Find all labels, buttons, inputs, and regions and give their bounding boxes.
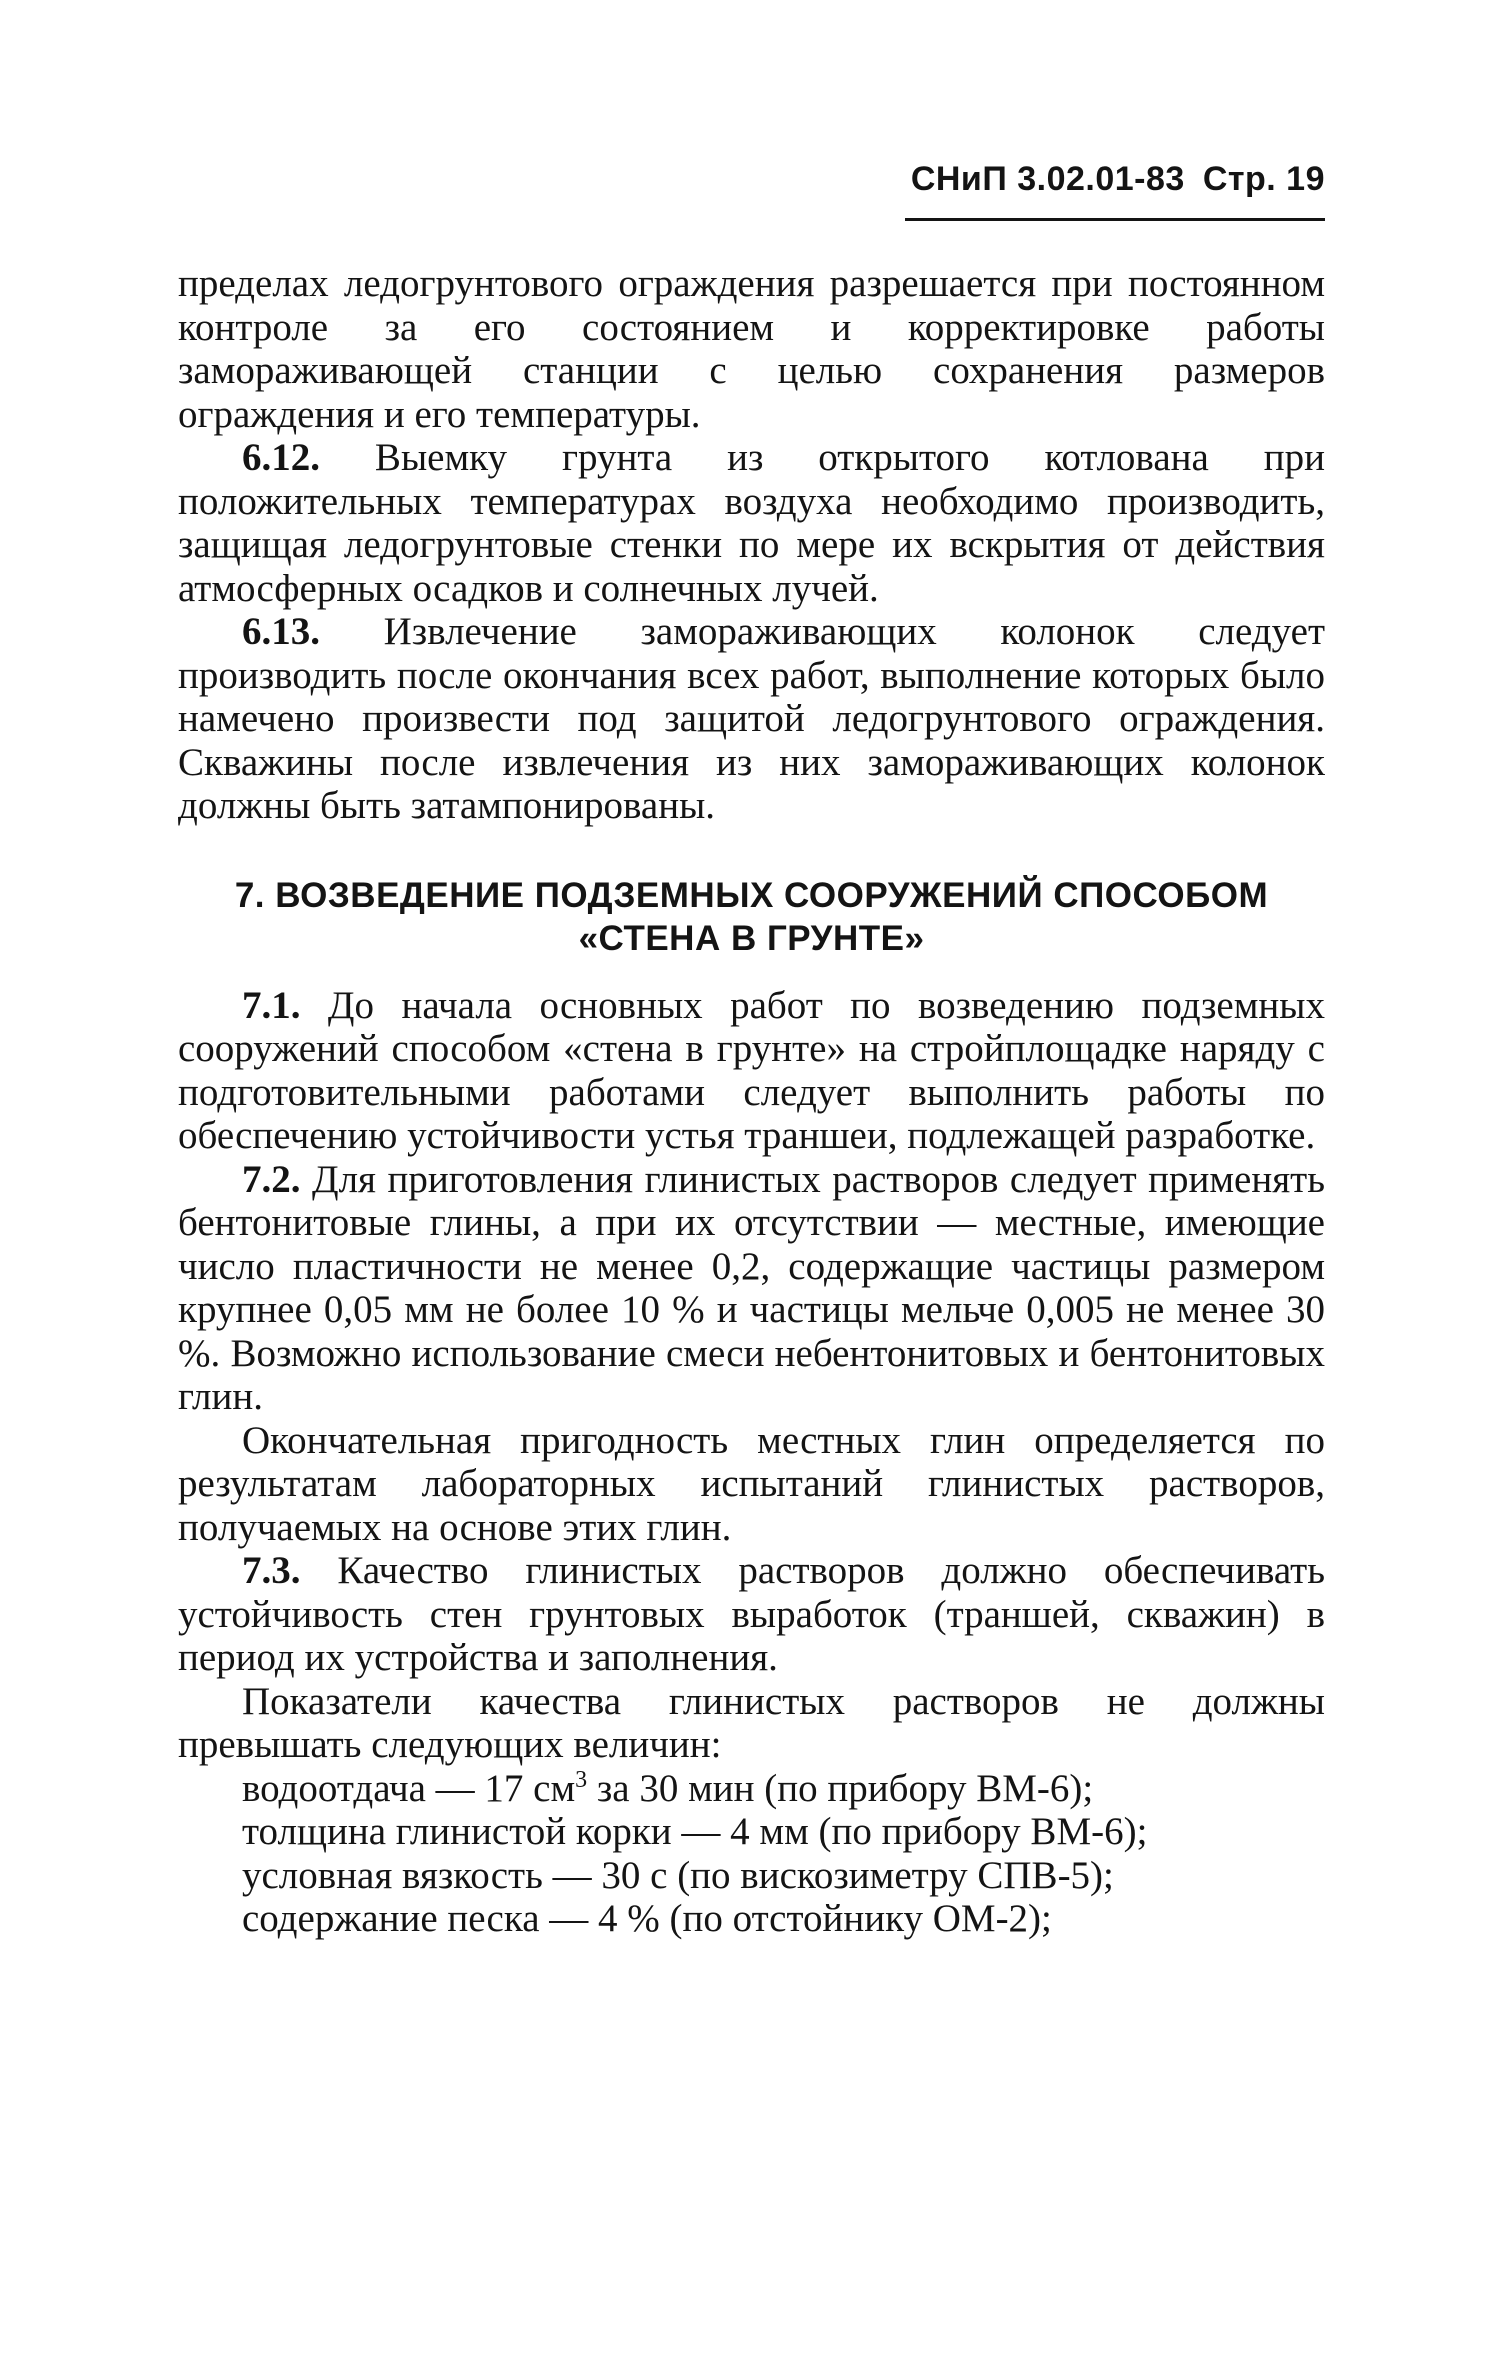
clause-text: Для приготовления глинистых растворов следует применять бентонитовые глины, а при их отсутствии — местные, имеющие число пластичности не менее 0,2, содержащие частицы размером крупнее 0,05 мм не более 10 % и частицы мельче 0,005 не менее 30 %. Возможно использование смеси небентонитовых и бентонитовых глин.: [178, 1157, 1325, 1418]
running-header: [905, 160, 1325, 199]
clause-number: 7.1.: [242, 983, 301, 1027]
clause-6-13: [178, 610, 1325, 828]
clause-7-2-suitability: Окончательная пригодность местных глин определяется по результатам лабораторных испытаний глинистых растворов, получаемых на основе этих глин.: [178, 1418, 1325, 1549]
clause-text: Извлечение замораживающих колонок следует производить после окончания всех работ, выполнение которых было намечено произвести под защитой ледогрунтового ограждения. Скважины после извлечения из них замораживающих колонок должны быть затампонированы.: [178, 610, 1325, 827]
clause-7-3: [178, 1549, 1325, 1680]
header-rule: [905, 218, 1325, 221]
paragraph-continuation: пределах ледогрунтового ограждения разрешается при постоянном контроле за его состоянием и корректировке работы замораживающей станции с целью сохранения размеров ограждения и его температуры.: [178, 262, 1325, 436]
clause-number: 6.13.: [242, 610, 320, 653]
clause-number: 7.3.: [242, 1549, 301, 1592]
clause-6-12: [178, 436, 1325, 610]
clause-7-3-indicators-intro: Показатели качества глинистых растворов не должны превышать следующих величин:: [178, 1679, 1325, 1766]
clause-7-2: [178, 1158, 1325, 1419]
page-number: Стр. 19: [1202, 160, 1325, 198]
clause-text: До начала основных работ по возведению подземных сооружений способом «стена в грунте» на стройплощадке наряду с подготовительными работами следует выполнить работы по обеспечению устойчивости устья траншеи, подлежащей разработке.: [178, 983, 1325, 1157]
section-heading: [178, 874, 1325, 960]
quality-indicators-list: [178, 1767, 1325, 1941]
list-item-viscosity: условная вязкость — 30 с (по вискозиметру СПВ-5);: [242, 1853, 1114, 1897]
clause-text: Качество глинистых растворов должно обеспечивать устойчивость стен грунтовых выработок (траншей, скважин) в период их устройства и заполнения.: [178, 1549, 1325, 1679]
section-heading-line-1: 7. ВОЗВЕДЕНИЕ ПОДЗЕМНЫХ СООРУЖЕНИЙ СПОСОБОМ: [234, 875, 1269, 915]
document-code: СНиП 3.02.01-83: [910, 160, 1185, 198]
clause-7-1: [178, 984, 1325, 1158]
list-item-water-loss: водоотдача — 17 $см^3$ за 30 мин (по прибору ВМ-6);: [242, 1766, 1094, 1810]
list-item-crust-thickness: толщина глинистой корки — 4 мм (по прибору ВМ-6);: [242, 1810, 1148, 1853]
page-body: [178, 262, 1325, 1941]
clause-text: Выемку грунта из открытого котлована при положительных температурах воздуха необходимо производить, защищая ледогрунтовые стенки по мере их вскрытия от действия атмосферных осадков и солнечных лучей.: [178, 436, 1325, 610]
clause-number: 7.2.: [242, 1157, 301, 1201]
section-heading-line-2: «СТЕНА В ГРУНТЕ»: [578, 918, 925, 958]
list-item-sand-content: содержание песка — 4 % (по отстойнику ОМ-2);: [242, 1897, 1052, 1940]
clause-number: 6.12.: [242, 436, 320, 479]
